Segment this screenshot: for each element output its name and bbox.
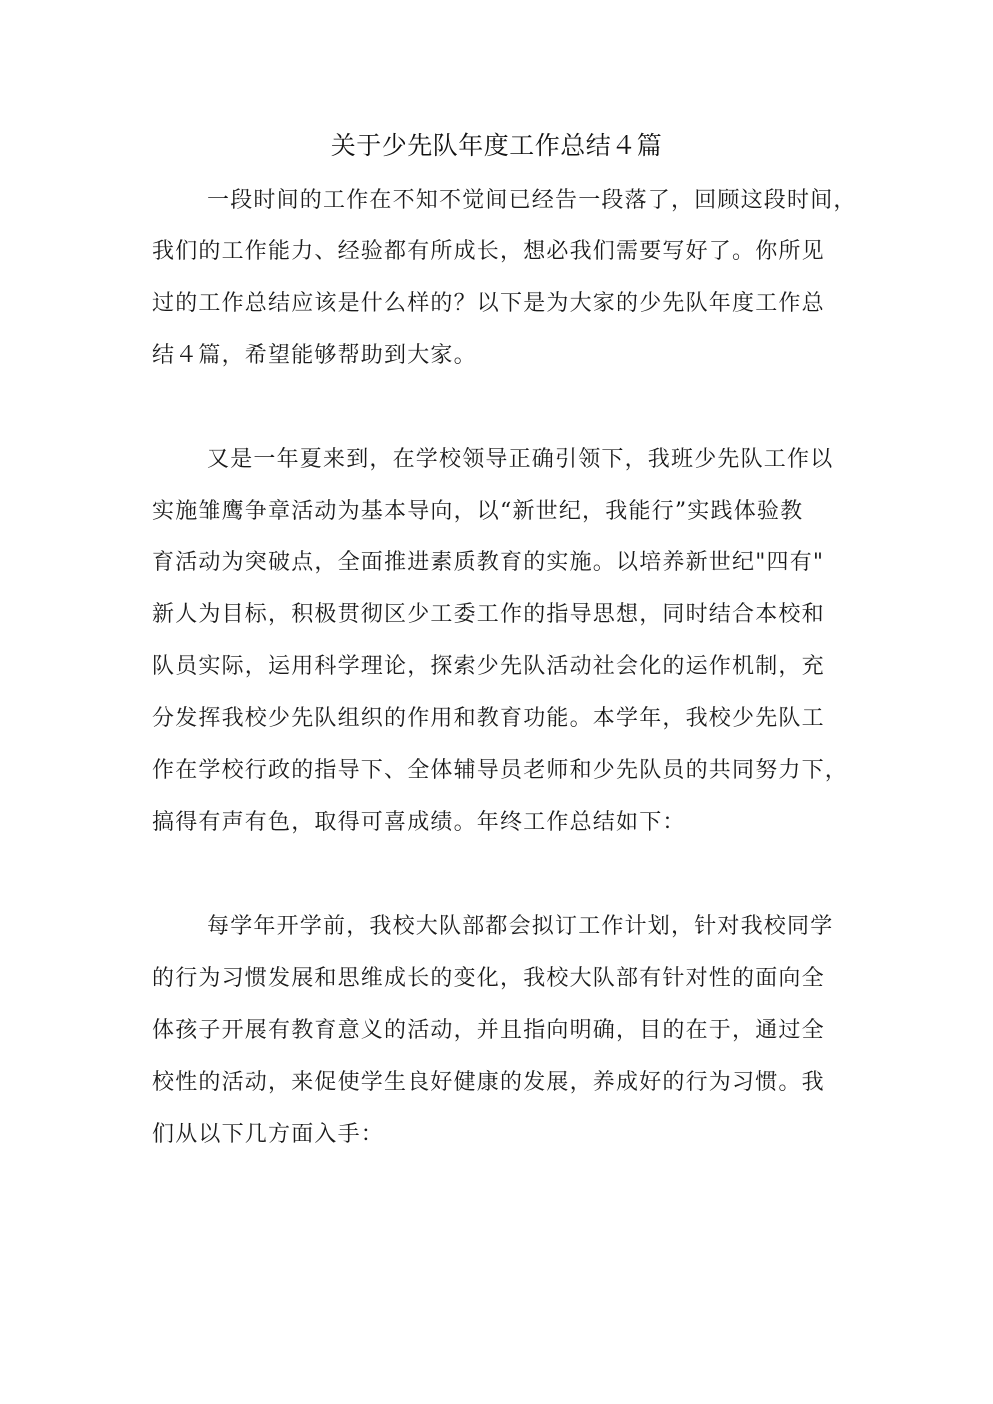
paragraph-2-line-4: 新人为目标，积极贯彻区少工委工作的指导思想，同时结合本校和 (152, 602, 825, 627)
paragraph-1-line-3: 过的工作总结应该是什么样的？以下是为大家的少先队年度工作总 (152, 291, 825, 316)
paragraph-1-line-1: 一段时间的工作在不知不觉间已经告一段落了，回顾这段时间， (207, 188, 857, 213)
paragraph-1-line-4: 结４篇，希望能够帮助到大家。 (152, 343, 477, 368)
paragraph-3-line-1: 每学年开学前，我校大队部都会拟订工作计划，针对我校同学 (207, 914, 834, 939)
paragraph-2-line-5: 队员实际，运用科学理论，探索少先队活动社会化的运作机制，充 (152, 654, 825, 679)
document-title: 关于少先队年度工作总结４篇 (330, 131, 663, 160)
paragraph-2-line-2: 实施雏鹰争章活动为基本导向，以“新世纪，我能行”实践体验教 (152, 499, 804, 524)
paragraph-2-line-3: 育活动为突破点，全面推进素质教育的实施。以培养新世纪"四有" (152, 550, 825, 575)
paragraph-2-line-8: 搞得有声有色，取得可喜成绩。年终工作总结如下： (152, 810, 686, 835)
paragraph-3-line-2: 的行为习惯发展和思维成长的变化，我校大队部有针对性的面向全 (152, 966, 825, 991)
paragraph-2-line-7: 作在学校行政的指导下、全体辅导员老师和少先队员的共同努力下， (152, 758, 849, 783)
paragraph-3-line-3: 体孩子开展有教育意义的活动，并且指向明确，目的在于，通过全 (152, 1018, 825, 1043)
paragraph-2-line-1: 又是一年夏来到，在学校领导正确引领下，我班少先队工作以 (207, 447, 834, 472)
paragraph-2-line-6: 分发挥我校少先队组织的作用和教育功能。本学年，我校少先队工 (152, 706, 825, 731)
paragraph-3-line-4: 校性的活动，来促使学生良好健康的发展，养成好的行为习惯。我 (152, 1070, 825, 1095)
paragraph-1-line-2: 我们的工作能力、经验都有所成长，想必我们需要写好了。你所见 (152, 239, 825, 264)
paragraph-3-line-5: 们从以下几方面入手： (152, 1122, 385, 1147)
